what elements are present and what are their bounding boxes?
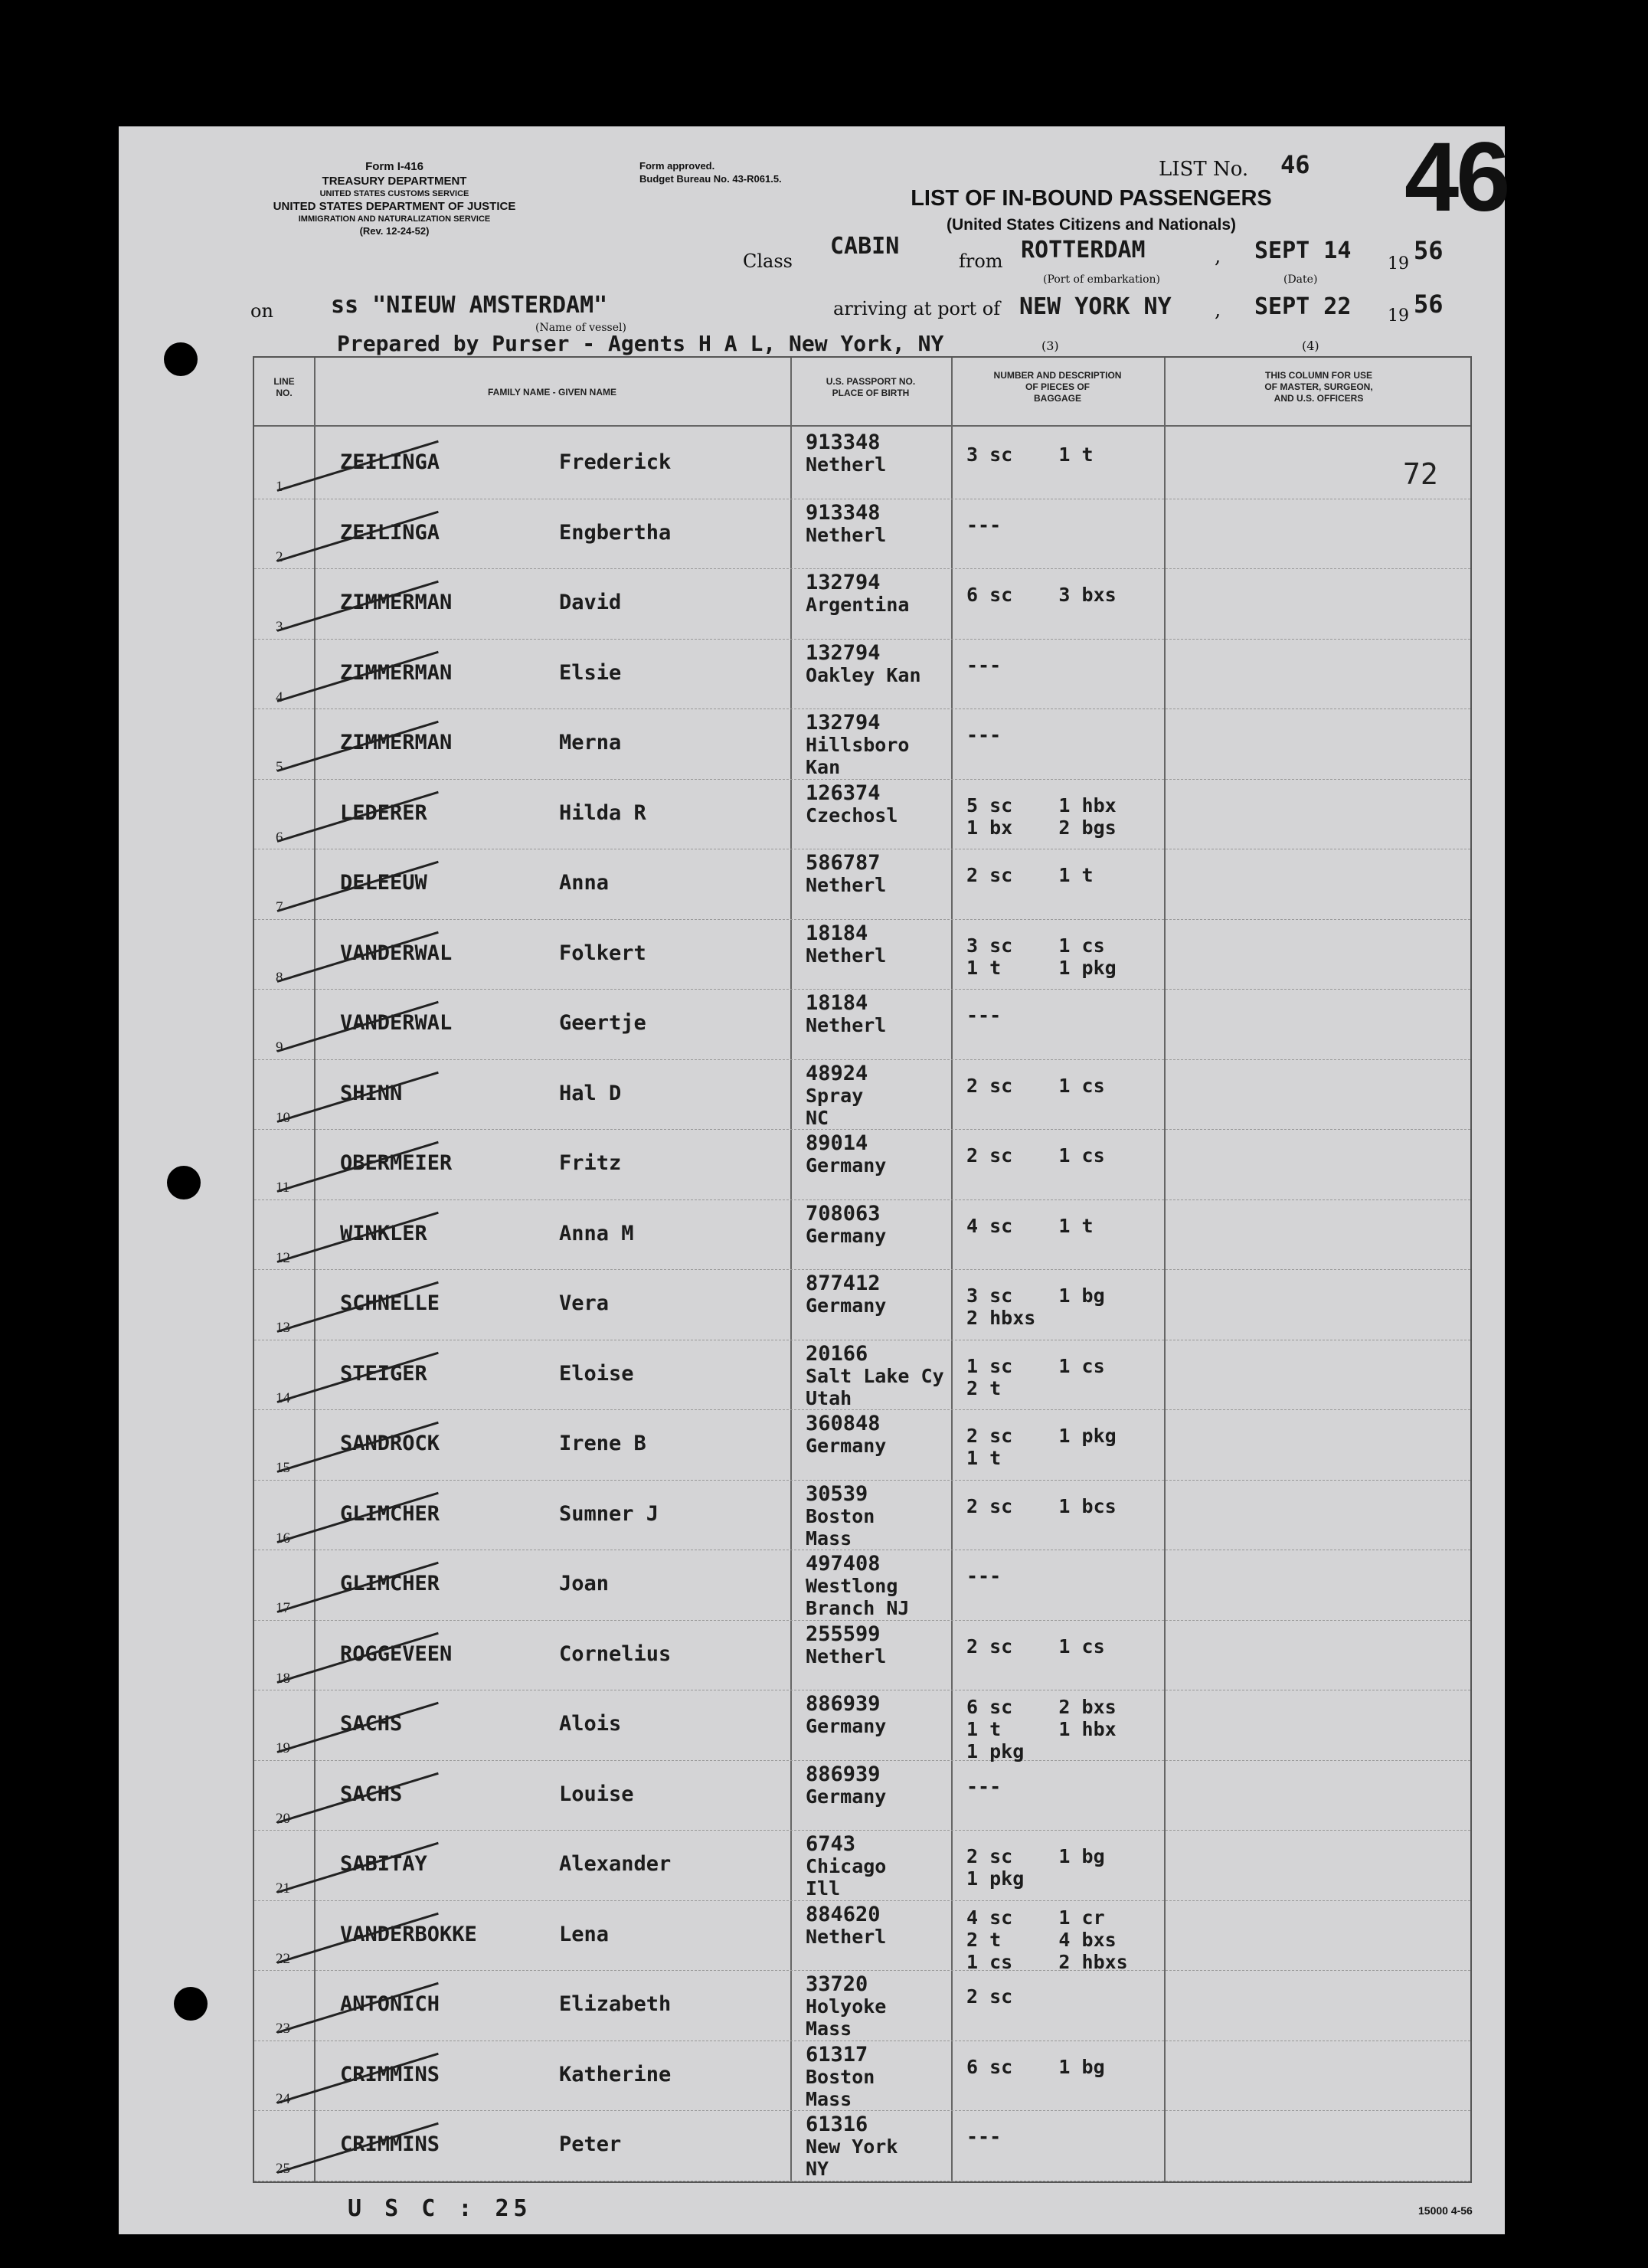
given-name: Fritz [559,1151,622,1175]
place-of-birth: Argentina [806,594,910,616]
table-row [254,989,1470,1059]
list-no-label: LIST No. [1159,158,1249,181]
place-of-birth: Germany [806,1224,887,1247]
line-number: 21 [276,1880,290,1897]
table-row [254,499,1470,568]
column-marker-4: (4) [1302,339,1319,353]
table-row [254,1830,1470,1900]
table-row [254,2041,1470,2110]
line-number: 7 [276,899,283,915]
passport-number: 360848 [806,1412,881,1435]
passport-number: 132794 [806,711,881,735]
passport-number: 48924 [806,1061,868,1085]
line-number: 24 [276,2090,290,2107]
place-of-birth: Boston Mass [806,2065,875,2110]
family-name: ROGGEVEEN [340,1641,453,1666]
family-name: GLIMCHER [340,1501,440,1526]
date-caption: (Date) [1283,273,1318,286]
class-label: Class [743,250,793,272]
place-of-birth: Netherl [806,453,887,476]
officer-note: 72 [1403,457,1438,491]
family-name: SABITAY [340,1852,427,1876]
place-of-birth: Germany [806,1294,887,1317]
family-name: SCHNELLE [340,1291,440,1315]
header-officers: THIS COLUMN FOR USE OF MASTER, SURGEON, AND U.S. OFFICERS [1264,370,1373,404]
baggage: --- [966,2126,1002,2148]
place-of-birth: Netherl [806,874,887,896]
line-number: 18 [276,1670,290,1687]
table-row [254,919,1470,989]
line-number: 25 [276,2161,290,2177]
place-of-birth: Germany [806,1435,887,1457]
header-line-no: LINE NO. [273,376,295,398]
line-number: 5 [276,759,283,775]
given-name: Vera [559,1291,610,1315]
baggage: --- [966,513,1002,536]
family-name: CRIMMINS [340,2132,440,2156]
header-baggage: NUMBER AND DESCRIPTION OF PIECES OF BAGGAGE [993,370,1122,404]
passport-number: 877412 [806,1271,881,1295]
page-subtitle: (United States Citizens and Nationals) [946,216,1237,234]
header-rule [254,425,1470,427]
family-name: STEIGER [340,1361,427,1386]
form-service: UNITED STATES CUSTOMS SERVICE [319,189,469,198]
vessel-caption: (Name of vessel) [535,322,626,334]
baggage: 5 sc 1 hbx 1 bx 2 bgs [966,794,1117,839]
manifest-table [253,356,1472,2183]
footer-note: U S C : 25 [348,2195,532,2222]
budget-bureau: Budget Bureau No. 43-R061.5. [639,173,782,185]
passport-number: 18184 [806,921,868,945]
passport-number: 126374 [806,781,881,805]
form-ins: IMMIGRATION AND NATURALIZATION SERVICE [298,214,491,224]
table-row [254,1550,1470,1619]
place-of-birth: Netherl [806,944,887,967]
family-name: GLIMCHER [340,1572,440,1595]
baggage: --- [966,1775,1002,1798]
given-name: Cornelius [559,1641,672,1666]
baggage: 6 sc 1 bg [966,2055,1105,2078]
passport-number: 884620 [806,1902,881,1926]
check-mark [277,1071,439,1122]
comma-1: , [1215,245,1221,268]
passport-number: 886939 [806,1762,881,1786]
form-code: 15000 4-56 [1418,2204,1473,2217]
table-row [254,849,1470,918]
comma-2: , [1215,299,1221,322]
page-title: LIST OF IN-BOUND PASSENGERS [911,186,1272,211]
arrival-year-prefix: 19 [1388,306,1409,326]
baggage: --- [966,653,1002,676]
passport-number: 33720 [806,1972,868,1996]
arriving-label: arriving at port of [833,298,1001,319]
column-marker-3: (3) [1041,339,1059,353]
family-name: ZIMMERMAN [340,731,453,754]
passport-number: 255599 [806,1622,881,1646]
punch-hole-middle [167,1166,201,1199]
passport-number: 89014 [806,1131,868,1155]
family-name: VANDERBOKKE [340,1922,477,1946]
given-name: Hilda R [559,800,646,825]
family-name: VANDERWAL [340,1011,453,1035]
place-of-birth: Westlong Branch NJ [806,1575,910,1619]
given-name: Peter [559,2132,622,2156]
departure-year: 56 [1414,236,1444,265]
form-approved: Form approved. [639,160,715,172]
given-name: Sumner J [559,1501,659,1526]
form-dept: TREASURY DEPARTMENT [322,175,467,188]
form-number: Form I-416 [365,160,423,173]
line-number: 22 [276,1950,290,1967]
family-name: SHINN [340,1081,403,1105]
family-name: VANDERWAL [340,941,453,965]
punch-hole-top [164,342,198,376]
form-revision: (Rev. 12-24-52) [359,225,430,237]
departure-year-prefix: 19 [1388,254,1409,273]
table-row [254,2110,1470,2180]
given-name: Frederick [559,450,672,474]
form-dept-justice: UNITED STATES DEPARTMENT OF JUSTICE [273,200,516,213]
given-name: Elsie [559,660,622,685]
given-name: Elizabeth [559,1992,672,2016]
table-row [254,1480,1470,1550]
given-name: Folkert [559,941,646,965]
passport-number: 132794 [806,640,881,665]
passport-number: 6743 [806,1832,856,1856]
place-of-birth: Germany [806,1715,887,1737]
line-number: 11 [276,1180,290,1196]
line-number: 13 [276,1320,290,1336]
baggage: 1 sc 1 cs 2 t [966,1354,1105,1399]
form-block [214,159,574,237]
passport-number: 913348 [806,500,881,525]
baggage: 4 sc 1 cr 2 t 4 bxs 1 cs 2 hbxs [966,1906,1128,1973]
passport-number: 61316 [806,2113,868,2136]
line-number: 20 [276,1810,290,1827]
given-name: Eloise [559,1361,634,1386]
line-number: 12 [276,1249,290,1266]
passport-number: 30539 [806,1481,868,1506]
passport-number: 913348 [806,430,881,454]
table-row [254,1340,1470,1409]
family-name: ANTONICH [340,1992,440,2016]
baggage: 4 sc 1 t [966,1214,1094,1237]
baggage: 2 sc 1 cs [966,1074,1105,1097]
baggage: --- [966,724,1002,746]
list-no-value: 46 [1280,150,1310,179]
given-name: Anna M [559,1221,634,1245]
passport-number: 497408 [806,1552,881,1576]
line-number: 10 [276,1109,290,1126]
line-number: 9 [276,1039,283,1055]
place-of-birth: Chicago Ill [806,1855,887,1900]
header-passport: U.S. PASSPORT NO. PLACE OF BIRTH [826,376,916,398]
family-name: ZEILINGA [340,450,440,474]
place-of-birth: Czechosl [806,803,898,826]
passport-number: 708063 [806,1201,881,1226]
arrival-date: SEPT 22 [1254,293,1352,320]
line-number: 23 [276,2021,290,2037]
passport-number: 61317 [806,2042,868,2067]
arrival-port: NEW YORK NY [1019,293,1172,320]
line-number: 16 [276,1530,290,1546]
baggage: --- [966,1565,1002,1587]
header-name: FAMILY NAME - GIVEN NAME [487,387,617,398]
table-row [254,1059,1470,1129]
passport-number: 20166 [806,1341,868,1366]
given-name: Lena [559,1922,610,1946]
line-number: 3 [276,619,283,635]
given-name: Katherine [559,2062,672,2086]
family-name: SACHS [340,1712,403,1736]
family-name: OBERMEIER [340,1151,453,1175]
punch-hole-bottom [174,1987,208,2021]
embark-port: ROTTERDAM [1021,237,1146,263]
place-of-birth: Spray NC [806,1084,864,1129]
family-name: LEDERER [340,800,427,825]
corner-number: 46 [1404,123,1508,232]
place-of-birth: Oakley Kan [806,663,921,686]
baggage: 6 sc 2 bxs 1 t 1 hbx 1 pkg [966,1696,1117,1762]
line-number: 2 [276,548,283,565]
from-label: from [959,250,1003,272]
passport-number: 132794 [806,571,881,594]
given-name: Engbertha [559,520,672,545]
table-row [254,1760,1470,1830]
embark-port-caption: (Port of embarkation) [1043,273,1160,286]
table-row [254,1620,1470,1690]
family-name: SANDROCK [340,1432,440,1455]
passport-number: 18184 [806,991,868,1015]
baggage: 3 sc 1 bg 2 hbxs [966,1285,1105,1329]
table-row [254,568,1470,638]
place-of-birth: Netherl [806,1645,887,1667]
place-of-birth: New York NY [806,2135,898,2180]
table-row [254,1269,1470,1339]
given-name: Anna [559,871,610,895]
table-row [254,639,1470,709]
line-number: 17 [276,1600,290,1616]
line-number: 19 [276,1740,290,1756]
line-number: 8 [276,969,283,986]
given-name: Louise [559,1782,634,1806]
place-of-birth: Germany [806,1785,887,1808]
check-mark [277,1702,439,1753]
given-name: Merna [559,731,622,754]
given-name: Geertje [559,1011,646,1035]
place-of-birth: Germany [806,1154,887,1177]
table-row [254,1129,1470,1199]
family-name: ZIMMERMAN [340,660,453,685]
place-of-birth: Netherl [806,523,887,546]
table-row [254,1900,1470,1973]
place-of-birth: Netherl [806,1014,887,1036]
departure-date: SEPT 14 [1254,237,1352,264]
baggage: 2 sc 1 t [966,864,1094,886]
vessel-name: ss "NIEUW AMSTERDAM" [331,292,608,319]
prepared-by: Prepared by Purser - Agents H A L, New York, NY [337,331,944,356]
line-number: 1 [276,479,283,495]
baggage: 3 sc 1 t [966,443,1094,466]
given-name: Hal D [559,1081,622,1105]
baggage: 2 sc 1 bcs [966,1494,1117,1517]
baggage: 2 sc 1 cs [966,1144,1105,1167]
table-row [254,1690,1470,1762]
table-row [254,1199,1470,1269]
place-of-birth: Hillsboro Kan [806,734,910,778]
on-label: on [250,300,273,322]
baggage: 2 sc 1 cs [966,1635,1105,1658]
given-name: Joan [559,1572,610,1595]
check-mark [277,1772,439,1823]
arrival-year: 56 [1414,290,1444,319]
table-row [254,428,1470,498]
given-name: Alois [559,1712,622,1736]
place-of-birth: Netherl [806,1925,887,1948]
baggage: 2 sc 1 pkg 1 t [966,1425,1117,1469]
passport-number: 586787 [806,851,881,875]
line-number: 4 [276,689,283,705]
baggage: 2 sc 1 bg 1 pkg [966,1845,1105,1890]
class-value: CABIN [830,233,900,260]
given-name: Alexander [559,1852,672,1876]
table-row [254,1409,1470,1479]
family-name: CRIMMINS [340,2062,440,2086]
baggage: --- [966,1004,1002,1026]
family-name: SACHS [340,1782,403,1806]
baggage: 3 sc 1 cs 1 t 1 pkg [966,934,1117,979]
family-name: DELEEUW [340,871,427,895]
line-number: 14 [276,1389,290,1406]
passport-number: 886939 [806,1692,881,1716]
given-name: David [559,591,622,614]
place-of-birth: Salt Lake Cy Utah [806,1364,944,1409]
place-of-birth: Holyoke Mass [806,1995,887,2040]
baggage: 2 sc [966,1985,1013,2008]
family-name: ZIMMERMAN [340,591,453,614]
line-number: 15 [276,1460,290,1476]
family-name: WINKLER [340,1221,427,1245]
line-number: 6 [276,829,283,846]
place-of-birth: Boston Mass [806,1504,875,1550]
table-row [254,1970,1470,2040]
table-row [254,779,1470,849]
family-name: ZEILINGA [340,520,440,545]
table-row [254,709,1470,778]
baggage: 6 sc 3 bxs [966,584,1117,606]
given-name: Irene B [559,1432,646,1455]
